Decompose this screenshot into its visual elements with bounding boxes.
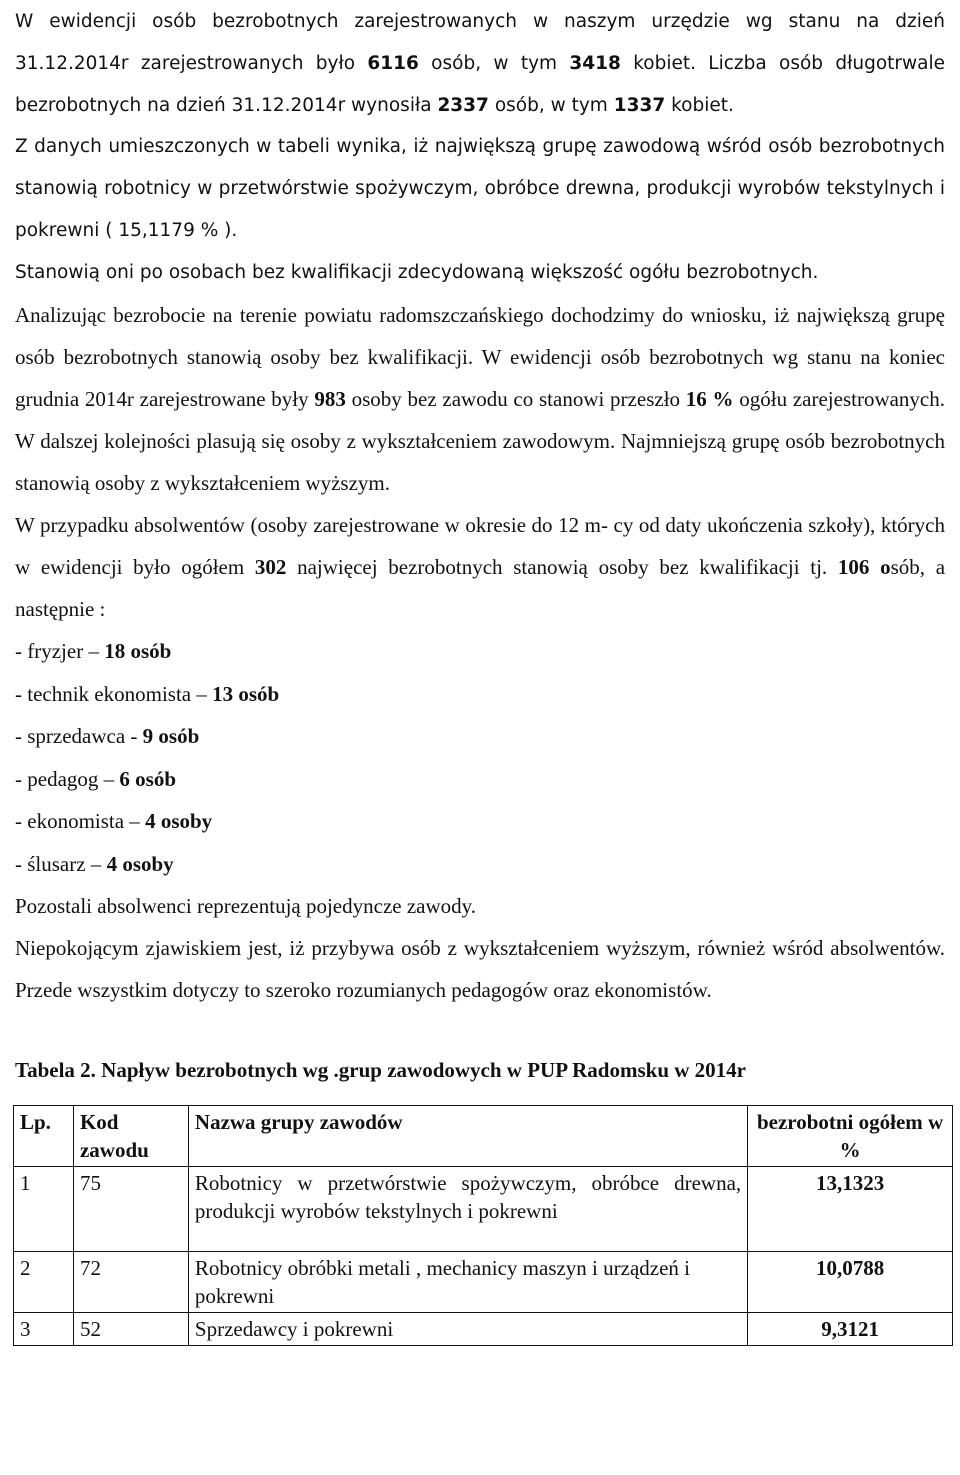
no-profession-percent: 16 %: [685, 387, 734, 411]
cell-lp: 3: [14, 1313, 74, 1346]
text: W ewidencji osób bezrobotnych zarejestrowanych w naszym urzędzie wg stanu na dzień 31.12.2014r zarejestrowanych było: [15, 11, 945, 74]
profession-list: [15, 630, 945, 885]
paragraph-registered: [15, 0, 945, 126]
text: kobiet.: [665, 95, 734, 116]
list-label: - ślusarz –: [15, 851, 107, 876]
text: Stanowią oni po osobach bez kwalifikacji zdecydowaną większość ogółu bezrobotnych.: [15, 262, 819, 283]
long-term-unemployed: 2337: [437, 95, 489, 116]
list-item: [15, 673, 945, 716]
table-row: [14, 1313, 953, 1346]
women-registered: 3418: [569, 53, 621, 74]
total-registered: 6116: [367, 53, 419, 74]
list-count: 13 osób: [212, 681, 280, 706]
header-percent: bezrobotni ogółem w %: [748, 1106, 953, 1167]
list-label: - ekonomista –: [15, 809, 146, 833]
text: W przypadku absolwentów (osoby zarejestrowane w okresie do 12 m- cy od daty ukończenia szkoły), których w ewidencji było ogółem: [15, 513, 945, 579]
cell-percent: 9,3121: [748, 1313, 953, 1346]
paragraph-graduates: [15, 504, 945, 630]
cell-code: 52: [73, 1313, 188, 1346]
cell-group-name: Robotnicy w przetwórstwie spożywczym, obróbce drewna, produkcji wyrobów tekstylnych i pokrewni: [188, 1167, 747, 1252]
cell-lp: 2: [14, 1252, 74, 1313]
list-item: [15, 800, 945, 843]
cell-group-name: Robotnicy obróbki metali , mechanicy maszyn i urządzeń i pokrewni: [188, 1252, 747, 1313]
list-count: 6 osób: [119, 766, 176, 791]
table-title: Tabela 2. Napływ bezrobotnych wg .grup zawodowych w PUP Radomsku w 2014r: [15, 1058, 746, 1082]
list-label: - pedagog –: [15, 766, 120, 791]
text: osób, w tym: [488, 95, 614, 116]
list-count: 18 osób: [104, 639, 172, 663]
paragraph-remaining: Pozostali absolwenci reprezentują pojedyncze zawody.: [15, 894, 477, 918]
no-profession-count: 983: [314, 387, 346, 411]
paragraph-analysis: [15, 294, 945, 504]
list-item: [15, 758, 945, 801]
text: Z danych umieszczonych w tabeli wynika, iż największą grupę zawodową wśród osób bezrobotnych stanowią robotnicy w przetwórstwie spożywczym, obróbce drewna, produkcji wyrobów tekstylnych i pokrewni ( 15,1179 % ).: [15, 136, 945, 241]
cell-group-name: Sprzedawcy i pokrewni: [188, 1313, 747, 1346]
document-page: [15, 0, 945, 1346]
graduates-count: 302: [254, 555, 287, 579]
list-item: [15, 715, 945, 758]
cell-code: 72: [73, 1252, 188, 1313]
header-code: Kod zawodu: [73, 1106, 188, 1167]
text: sób, a następnie :: [15, 555, 946, 621]
occupation-table: [13, 1105, 953, 1346]
list-count: 4 osoby: [106, 851, 174, 876]
table-row: [14, 1167, 953, 1252]
text: osób, w tym: [418, 53, 570, 74]
cell-lp: 1: [14, 1167, 74, 1252]
table-row: [14, 1252, 953, 1313]
list-count: 9 osób: [142, 724, 200, 748]
list-label: - technik ekonomista –: [15, 681, 213, 706]
no-qualification-count: 106 o: [837, 555, 891, 579]
list-label: - fryzjer –: [15, 639, 105, 663]
text: osoby bez zawodu co stanowi przeszło: [345, 387, 686, 411]
cell-code: 75: [73, 1167, 188, 1252]
list-item: [15, 630, 945, 673]
cell-percent: 13,1323: [748, 1167, 953, 1252]
cell-percent: 10,0788: [748, 1252, 953, 1313]
text: Analizując bezrobocie na terenie powiatu radomszczańskiego dochodzimy do wniosku, iż największą grupę osób bezrobotnych stanowią osoby bez kwalifikacji. W ewidencji osób bezrobotnych wg stanu na koniec grudnia 2014r zarejestrowane były: [15, 303, 945, 411]
header-group-name: Nazwa grupy zawodów: [188, 1106, 747, 1167]
table-header-row: [14, 1106, 953, 1167]
text: najwięcej bezrobotnych stanowią osoby bez kwalifikacji tj.: [286, 555, 838, 579]
long-term-women: 1337: [613, 95, 666, 116]
paragraph-concern: Niepokojącym zjawiskiem jest, iż przybywa osób z wykształceniem wyższym, również wśród absolwentów. Przede wszystkim dotyczy to szeroko rozumianych pedagogów oraz ekonomistów.: [15, 936, 945, 1002]
header-lp: Lp.: [14, 1106, 74, 1167]
list-item: [15, 843, 945, 886]
list-label: - sprzedawca -: [15, 724, 143, 748]
text: ogółu zarejestrowanych. W dalszej kolejności plasują się osoby z wykształceniem zawodowym. Najmniejszą grupę osób bezrobotnych stanowią osoby z wykształceniem wyższym.: [15, 387, 945, 495]
paragraph-largest-group: [15, 126, 945, 294]
list-count: 4 osoby: [145, 809, 213, 833]
text: kobiet. Liczba osób długotrwale bezrobotnych na dzień 31.12.2014r wynosiła: [15, 53, 945, 116]
